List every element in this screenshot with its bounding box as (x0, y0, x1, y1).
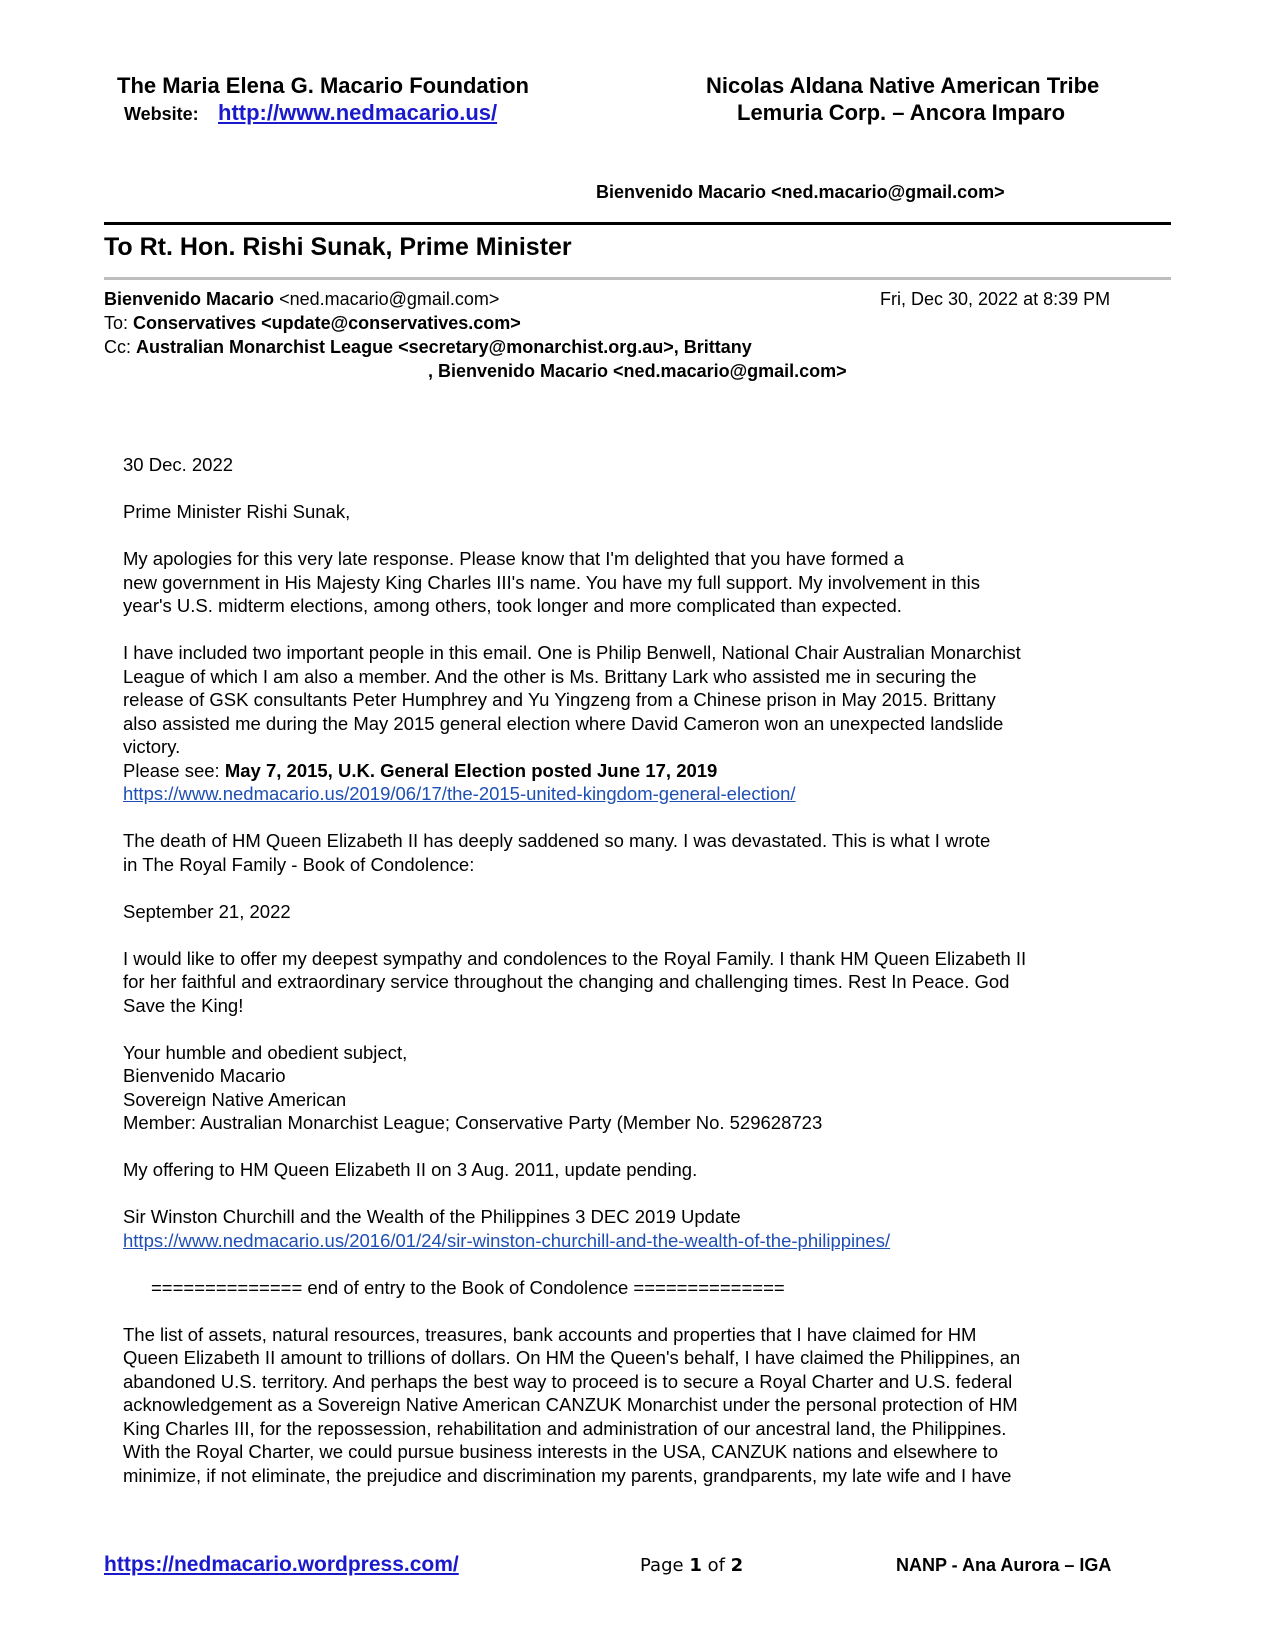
tribe-title: Nicolas Aldana Native American Tribe (706, 73, 1100, 98)
paragraph-line: Queen Elizabeth II amount to trillions of dollars. On HM the Queen's behalf, I have claimed the Philippines, an (123, 1347, 1021, 1368)
from-line (104, 289, 499, 310)
footer-org: NANP - Ana Aurora – IGA (896, 1555, 1112, 1575)
paragraph-line: acknowledgement as a Sovereign Native American CANZUK Monarchist under the personal protection of HM (123, 1394, 1018, 1415)
to-line (104, 313, 521, 334)
header-divider (104, 222, 1171, 225)
election-article-link[interactable]: https://www.nedmacario.us/2019/06/17/the-2015-united-kingdom-general-election/ (123, 783, 796, 804)
sender-line: Bienvenido Macario <ned.macario@gmail.com> (596, 182, 1005, 202)
page-total: 2 (730, 1555, 744, 1576)
page-prefix: Page (640, 1555, 690, 1576)
cc-value-2: , Bienvenido Macario <ned.macario@gmail.com> (428, 361, 847, 381)
paragraph-line: abandoned U.S. territory. And perhaps the best way to proceed is to secure a Royal Charter and U.S. federal (123, 1370, 1013, 1392)
please-see-title: May 7, 2015, U.K. General Election posted June 17, 2019 (224, 759, 718, 781)
paragraph-line: release of GSK consultants Peter Humphrey and Yu Yingzeng from a Chinese prison in May 2015. Brittany (123, 689, 996, 710)
paragraph-line: The list of assets, natural resources, treasures, bank accounts and properties that I have claimed for HM (123, 1323, 977, 1345)
cc-value-1: Australian Monarchist League <secretary@monarchist.org.au>, Brittany (136, 337, 752, 357)
page-current: 1 (689, 1555, 702, 1576)
please-see-line (123, 759, 1143, 783)
corp-title: Lemuria Corp. – Ancora Imparo (737, 100, 1066, 125)
paragraph-line: also assisted me during the May 2015 general election where David Cameron won an unexpected landslide (123, 712, 1004, 734)
website-link[interactable]: http://www.nedmacario.us/ (218, 100, 498, 125)
paragraph-line: victory. (123, 736, 181, 757)
letter-body (123, 453, 1143, 1487)
paragraph-line: minimize, if not eliminate, the prejudice and discrimination my parents, grandparents, my late wife and I have (123, 1464, 1012, 1486)
salutation: Prime Minister Rishi Sunak, (123, 501, 351, 522)
footer-link[interactable]: https://nedmacario.wordpress.com/ (104, 1553, 459, 1576)
signoff-line: Your humble and obedient subject, (123, 1041, 408, 1063)
signoff-line: Member: Australian Monarchist League; Conservative Party (Member No. 529628723 (123, 1112, 823, 1133)
paragraph-line: in The Royal Family - Book of Condolence: (123, 853, 475, 875)
email-date: Fri, Dec 30, 2022 at 8:39 PM (880, 289, 1111, 309)
from-address: <ned.macario@gmail.com> (279, 289, 500, 309)
paragraph-line: year's U.S. midterm elections, among others, took longer and more complicated than expected. (123, 595, 902, 616)
condolence-date: September 21, 2022 (123, 900, 291, 922)
churchill-article-link[interactable]: https://www.nedmacario.us/2016/01/24/sir-winston-churchill-and-the-wealth-of-the-philippines/ (123, 1229, 891, 1251)
paragraph-line: new government in His Majesty King Charles III's name. You have my full support. My involvement in this (123, 571, 980, 593)
email-subject: To Rt. Hon. Rishi Sunak, Prime Minister (104, 233, 572, 261)
paragraph-line: I would like to offer my deepest sympathy and condolences to the Royal Family. I thank HM Queen Elizabeth II (123, 947, 1027, 969)
page-indicator (640, 1555, 743, 1576)
please-see-prefix: Please see: (123, 759, 225, 781)
paragraph-line: League of which I am also a member. And the other is Ms. Brittany Lark who assisted me in securing the (123, 665, 977, 687)
foundation-title: The Maria Elena G. Macario Foundation (117, 73, 529, 98)
paragraph-line: I have included two important people in this email. One is Philip Benwell, National Chair Australian Monarchist (123, 642, 1021, 663)
website-label: Website: (124, 104, 199, 124)
paragraph-line: The death of HM Queen Elizabeth II has deeply saddened so many. I was devastated. This is what I wrote (123, 830, 991, 851)
to-value: Conservatives <update@conservatives.com> (133, 313, 521, 333)
paragraph-line: for her faithful and extraordinary service throughout the changing and challenging times. Rest In Peace. God (123, 971, 1010, 992)
signoff-line: Bienvenido Macario (123, 1065, 286, 1086)
paragraph-line: King Charles III, for the repossession, rehabilitation and administration of our ancestral land, the Philippines. (123, 1417, 1007, 1439)
paragraph-line: With the Royal Charter, we could pursue business interests in the USA, CANZUK nations and elsewhere to (123, 1441, 999, 1462)
end-entry-line: ============== end of entry to the Book of Condolence ============== (151, 1276, 785, 1298)
letter-date: 30 Dec. 2022 (123, 454, 234, 475)
offering-line: My offering to HM Queen Elizabeth II on 3 Aug. 2011, update pending. (123, 1159, 698, 1180)
page-of: of (701, 1555, 731, 1576)
to-label: To: (104, 313, 129, 333)
cc-line (104, 337, 752, 358)
subject-divider (104, 277, 1171, 280)
churchill-title: Sir Winston Churchill and the Wealth of the Philippines 3 DEC 2019 Update (123, 1206, 741, 1227)
signoff-line: Sovereign Native American (123, 1088, 347, 1110)
paragraph-line: My apologies for this very late response. Please know that I'm delighted that you have formed a (123, 548, 904, 569)
from-name: Bienvenido Macario (104, 289, 275, 309)
paragraph-line: Save the King! (123, 994, 244, 1016)
cc-label: Cc: (104, 337, 131, 357)
